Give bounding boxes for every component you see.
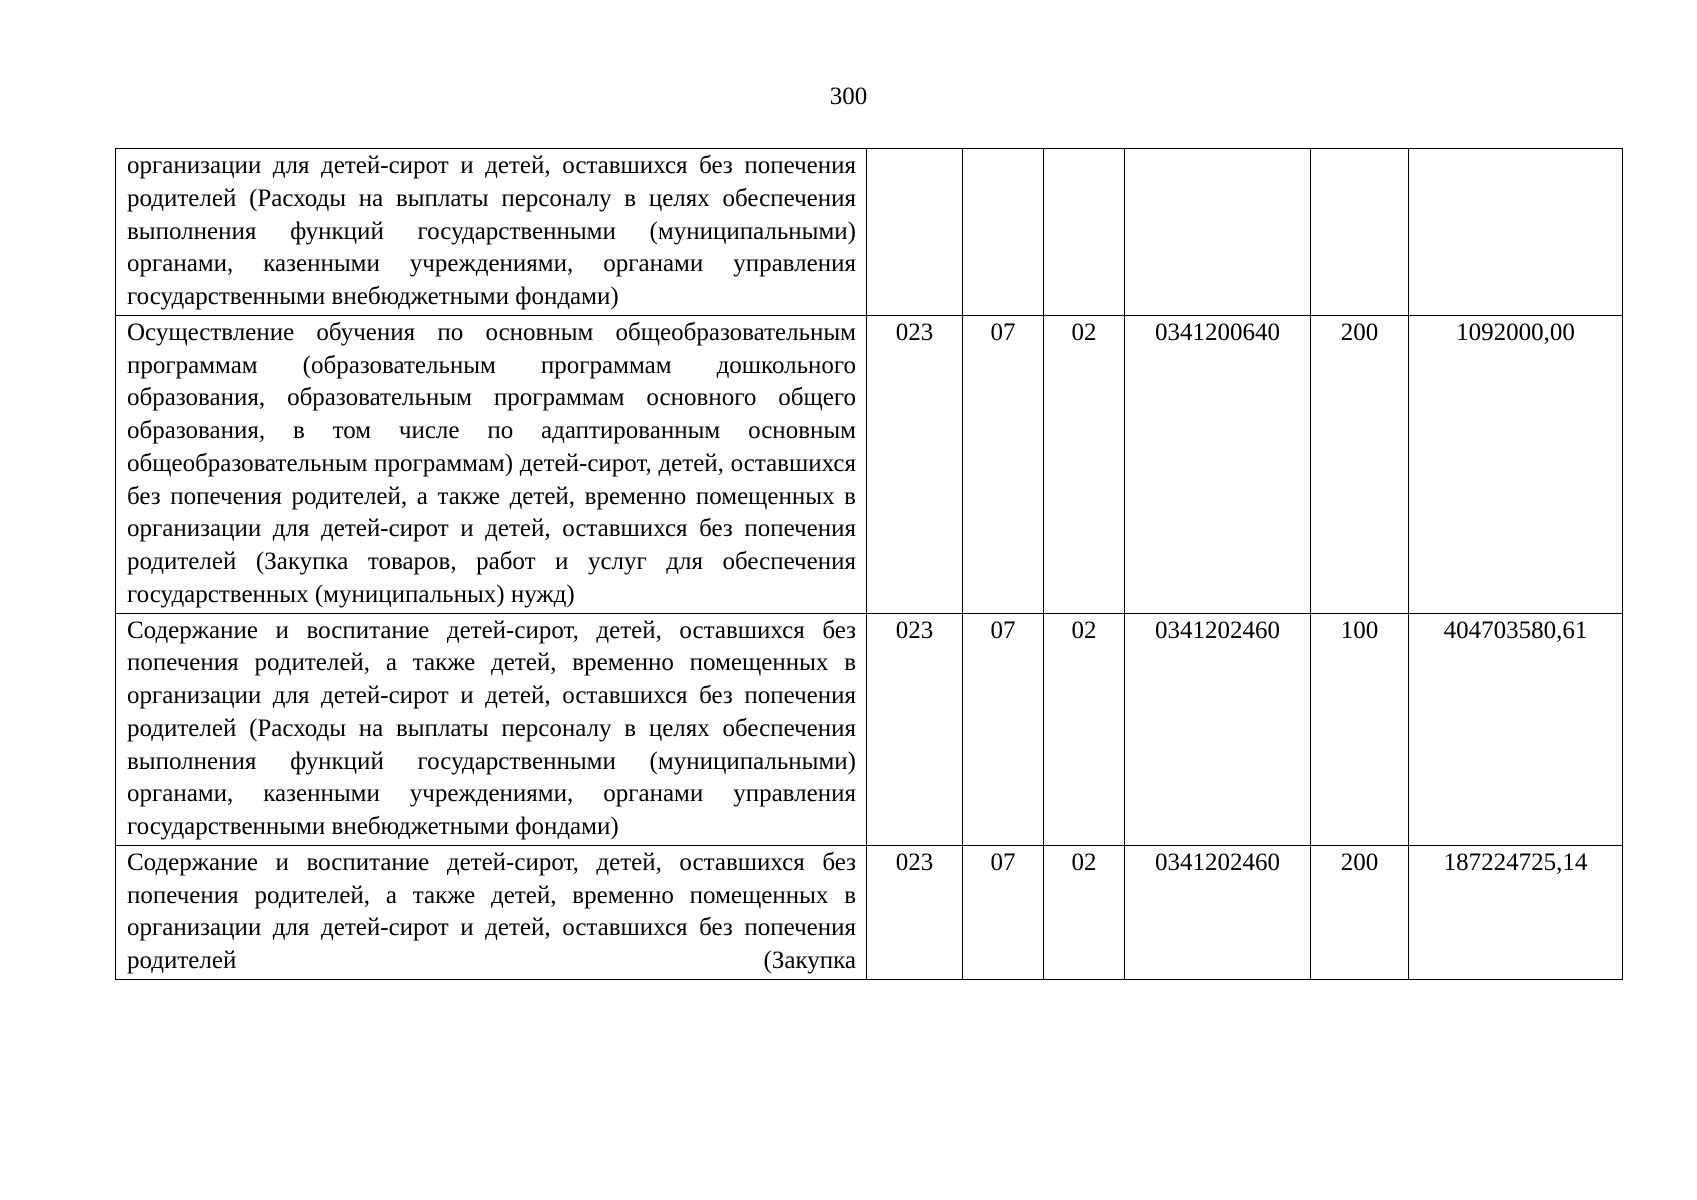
target-article-cell — [1125, 149, 1311, 316]
table-row — [116, 149, 1623, 316]
amount-cell — [1409, 149, 1623, 316]
section-code-cell: 07 — [963, 613, 1044, 845]
amount-cell: 187224725,14 — [1409, 845, 1623, 979]
subsection-code-cell: 02 — [1044, 315, 1125, 613]
ved-code-cell: 023 — [867, 845, 963, 979]
section-code-cell: 07 — [963, 845, 1044, 979]
page-number: 300 — [829, 83, 868, 110]
row-description: Содержание и воспитание детей-сирот, детей, оставшихся без попечения родителей, а также детей, временно помещенных в организации для детей-сирот и детей, оставшихся без попечения родителей (Расходы на выплаты персоналу в целях обеспечения выполнения функций государственными (муниципальными) органами, казенными учреждениями, органами управления государственными внебюджетными фондами) — [116, 613, 867, 845]
expense-type-cell: 200 — [1311, 845, 1409, 979]
subsection-code-cell: 02 — [1044, 845, 1125, 979]
expense-type-cell: 100 — [1311, 613, 1409, 845]
ved-code-cell: 023 — [867, 315, 963, 613]
subsection-code-cell: 02 — [1044, 613, 1125, 845]
ved-code-cell — [867, 149, 963, 316]
table-row — [116, 315, 1623, 613]
amount-cell: 1092000,00 — [1409, 315, 1623, 613]
subsection-code-cell — [1044, 149, 1125, 316]
table-row — [116, 613, 1623, 845]
target-article-cell: 0341202460 — [1125, 613, 1311, 845]
ved-code-cell: 023 — [867, 613, 963, 845]
row-description: Осуществление обучения по основным общеобразовательным программам (образовательным программам дошкольного образования, образовательным программам основного общего образования, в том числе по адаптированным основным общеобразовательным программам) детей-сирот, детей, оставшихся без попечения родителей, а также детей, временно помещенных в организации для детей-сирот и детей, оставшихся без попечения родителей (Закупка товаров, работ и услуг для обеспечения государственных (муниципальных) нужд) — [116, 315, 867, 613]
table-row — [116, 845, 1623, 979]
expense-type-cell: 200 — [1311, 315, 1409, 613]
target-article-cell: 0341200640 — [1125, 315, 1311, 613]
target-article-cell: 0341202460 — [1125, 845, 1311, 979]
row-description: Содержание и воспитание детей-сирот, детей, оставшихся без попечения родителей, а также детей, временно помещенных в организации для детей-сирот и детей, оставшихся без попечения родителей (Закупка — [116, 845, 867, 979]
expense-type-cell — [1311, 149, 1409, 316]
budget-table — [115, 148, 1623, 980]
row-description: организации для детей-сирот и детей, оставшихся без попечения родителей (Расходы на выплаты персоналу в целях обеспечения выполнения функций государственными (муниципальными) органами, казенными учреждениями, органами управления государственными внебюджетными фондами) — [116, 149, 867, 316]
section-code-cell — [963, 149, 1044, 316]
section-code-cell: 07 — [963, 315, 1044, 613]
amount-cell: 404703580,61 — [1409, 613, 1623, 845]
